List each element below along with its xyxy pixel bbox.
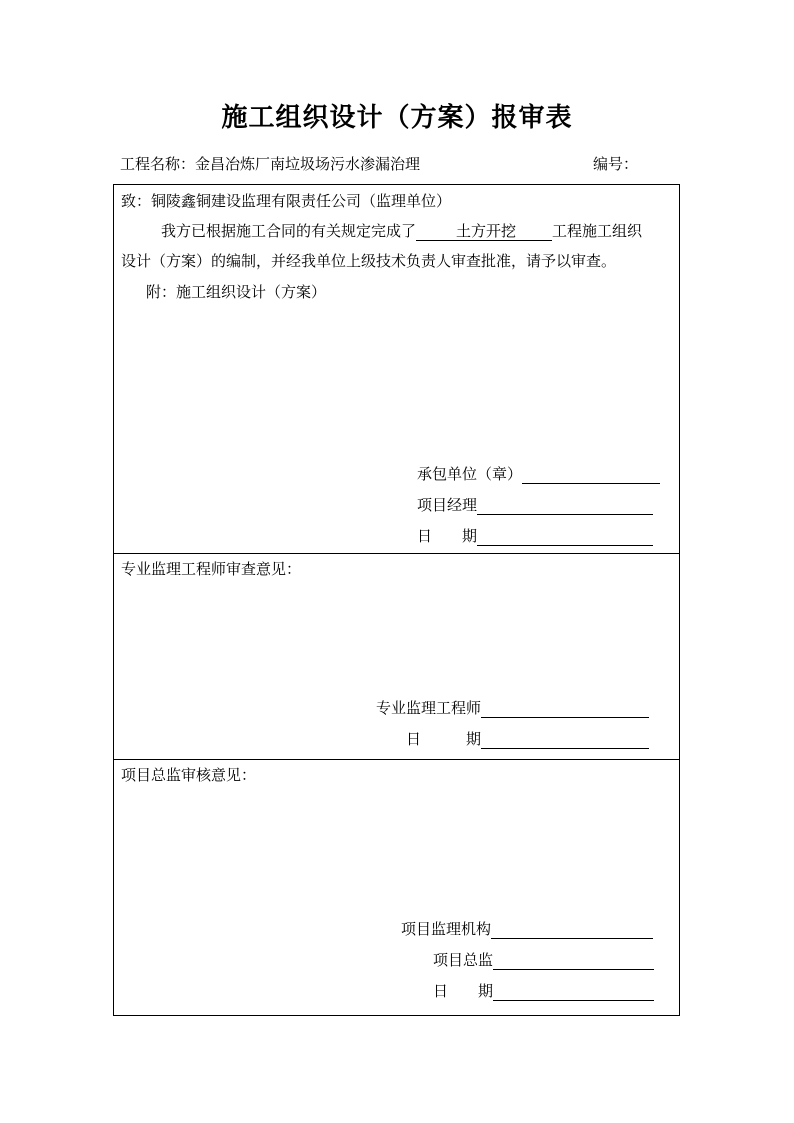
supervision-org-sign-line — [401, 918, 653, 939]
chief-supervisor-label: 项目总监 — [433, 951, 494, 969]
addressee-line — [121, 190, 451, 211]
form-number-label: 编号： — [593, 155, 639, 173]
date-label-3: 日 期 — [433, 982, 494, 1000]
date-sign-line-1 — [417, 525, 653, 546]
project-manager-blank[interactable] — [477, 497, 653, 515]
project-name-label: 工程名称： — [120, 155, 196, 173]
paragraph-suffix: 工程施工组织 — [552, 222, 643, 240]
addressee-label: 致： — [121, 192, 152, 210]
date-sign-line-2 — [406, 728, 649, 749]
supervision-org-label: 项目监理机构 — [401, 920, 492, 938]
manager-sign-line — [417, 494, 653, 515]
chief-sign-line — [433, 949, 654, 970]
approval-form-table — [113, 184, 680, 1016]
project-name-line — [120, 153, 420, 174]
date-label-1: 日 期 — [417, 527, 478, 545]
date-sign-line-3 — [433, 980, 654, 1001]
contractor-sign-line — [417, 463, 660, 484]
engineer-blank[interactable] — [481, 700, 649, 718]
engineer-label: 专业监理工程师 — [376, 699, 482, 717]
date-blank-2[interactable] — [481, 731, 649, 749]
attachment-note: 附：施工组织设计（方案） — [146, 283, 327, 301]
date-label-2: 日 期 — [406, 730, 482, 748]
date-blank-1[interactable] — [477, 528, 653, 546]
submission-paragraph-line1 — [161, 220, 642, 241]
chief-review-heading: 项目总监审核意见： — [121, 766, 257, 784]
form-title: 施工组织设计（方案）报审表 — [221, 103, 573, 133]
work-item-value: 土方开挖 — [416, 222, 552, 241]
project-name-value: 金昌冶炼厂南垃圾场污水渗漏治理 — [195, 155, 421, 173]
project-manager-label: 项目经理 — [417, 496, 478, 514]
engineer-sign-line — [376, 697, 649, 718]
addressee-name: 铜陵鑫铜建设监理有限责任公司（监理单位） — [151, 192, 452, 210]
contractor-seal-blank[interactable] — [522, 466, 660, 484]
section-divider-1 — [114, 553, 679, 554]
engineer-review-heading: 专业监理工程师审查意见： — [121, 560, 302, 578]
submission-paragraph-line2: 设计（方案）的编制，并经我单位上级技术负责人审查批准，请予以审查。 — [121, 252, 617, 270]
supervision-org-blank[interactable] — [491, 921, 653, 939]
chief-supervisor-blank[interactable] — [493, 952, 654, 970]
paragraph-prefix: 我方已根据施工合同的有关规定完成了 — [161, 222, 417, 240]
date-blank-3[interactable] — [493, 983, 654, 1001]
contractor-seal-label: 承包单位（章） — [417, 465, 523, 483]
section-divider-2 — [114, 759, 679, 760]
